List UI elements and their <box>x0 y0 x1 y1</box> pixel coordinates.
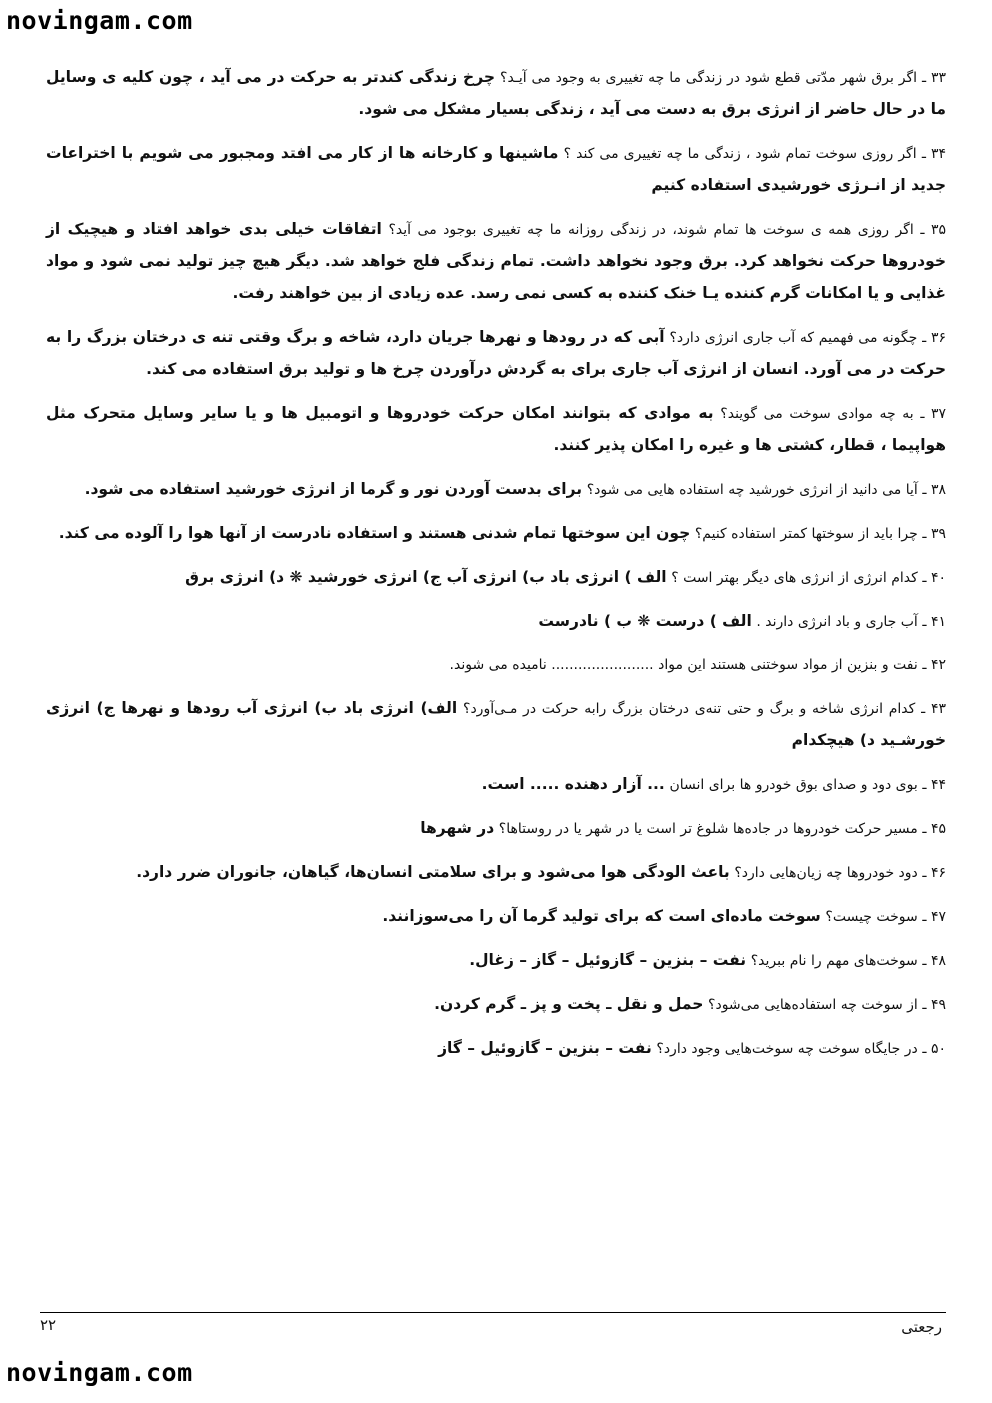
answer-text: سوخت ماده‌ای است که برای تولید گرما آن را می‌سوزانند. <box>382 907 821 925</box>
question-number: ۴۵ ـ <box>922 821 946 837</box>
question-number: ۴۲ ـ <box>922 657 946 673</box>
question-text: اگر برق شهر مدّتی قطع شود در زندگی ما چه تغییری به وجود می آیـد؟ <box>500 70 917 86</box>
answer-text: نفت – بنزین – گازوئیل – گاز – زغال. <box>469 951 747 969</box>
question-number: ۴۳ ـ <box>921 701 946 717</box>
question-text: مسیر حرکت خودروها در جاده‌ها شلوغ تر است یا در شهر یا در روستاها؟ <box>498 821 918 837</box>
question-number: ۴۸ ـ <box>922 953 946 969</box>
question-number: ۳۸ ـ <box>922 482 946 498</box>
question-text: کدام انرژی شاخه و برگ و حتی تنه‌ی درختان بزرگ رابه حرکت در مـی‌آورد؟ <box>463 701 916 717</box>
footer-divider <box>40 1312 946 1313</box>
answer-text: اتفاقات خیلی بدی خواهد افتاد و هیچیک از خودروها حرکت نخواهد کرد. برق وجود نخواهد داشت. تمام زندگی فلج خواهد شد. دیگر هیچ چیز تولید نمی شود و مواد غذایی و یا امکانات گرم کننده یـا خنک کننده به کسی نمی رسد. عده زیادی از بین خواهند رفت. <box>46 220 946 302</box>
question-number: ۳۳ ـ <box>922 70 947 86</box>
question-item <box>46 650 946 681</box>
question-number: ۳۴ ـ <box>921 146 947 162</box>
question-list <box>46 62 946 1077</box>
question-number: ۴۱ ـ <box>922 614 946 630</box>
question-number: ۳۷ ـ <box>920 406 947 422</box>
page-number: ۲۲ <box>40 1316 57 1334</box>
question-number: ۴۶ ـ <box>922 865 946 881</box>
answer-text: ماشینها و کارخانه ها از کار می افتد ومجبور می شویم با اختراعات جدید از انـرژی خورشیدی استفاده کنیم <box>46 144 946 194</box>
question-item <box>46 562 946 594</box>
answer-text: ... آزار دهنده ..... است. <box>481 775 665 793</box>
question-text: در جایگاه سوخت چه سوخت‌هایی وجود دارد؟ <box>656 1041 918 1057</box>
watermark-top: novingam.com <box>6 6 193 35</box>
answer-text: به موادی که بتوانند امکان حرکت خودروها و اتومبیل ها و یا سایر وسایل متحرک مثل هواپیما ، قطار، کشتی ها و غیره را امکان پذیر کنند. <box>46 404 946 454</box>
question-number: ۳۹ ـ <box>922 526 946 542</box>
question-item <box>46 398 946 462</box>
question-text: سوخت‌های مهم را نام ببرید؟ <box>750 953 918 969</box>
question-item <box>46 322 946 386</box>
question-text: دود خودروها چه زیان‌هایی دارد؟ <box>734 865 918 881</box>
answer-text: در شهرها <box>420 819 495 837</box>
question-item <box>46 989 946 1021</box>
question-number: ۴۴ ـ <box>922 777 946 793</box>
question-number: ۴۰ ـ <box>922 570 946 586</box>
question-item <box>46 693 946 757</box>
answer-text: الف) انرژی باد ب) انرژی آب رودها و نهرها ج) انرژی خورشـید د) هیچکدام <box>46 699 946 749</box>
question-text: چرا باید از سوختها کمتر استفاده کنیم؟ <box>694 526 918 542</box>
question-item <box>46 1033 946 1065</box>
answer-text: باعث الودگی هوا می‌شود و برای سلامتی انسان‌ها، گیاهان، جانوران ضرر دارد. <box>136 863 730 881</box>
question-item <box>46 138 946 202</box>
question-number: ۴۷ ـ <box>922 909 946 925</box>
question-item <box>46 62 946 126</box>
answer-text: برای بدست آوردن نور و گرما از انرژی خورشید استفاده می شود. <box>84 480 583 498</box>
question-item <box>46 945 946 977</box>
question-item <box>46 474 946 506</box>
watermark-bottom: novingam.com <box>6 1358 193 1387</box>
question-item <box>46 901 946 933</box>
answer-text: حمل و نقل ـ پخت و پز ـ گرم کردن. <box>434 995 704 1013</box>
question-text: سوخت چیست؟ <box>825 909 918 925</box>
question-item <box>46 606 946 638</box>
question-number: ۳۵ ـ <box>920 222 947 238</box>
question-number: ۳۶ ـ <box>922 330 947 346</box>
question-text: اگر روزی همه ی سوخت ها تمام شوند، در زندگی روزانه ما چه تغییری بوجود می آید؟ <box>388 222 914 238</box>
question-text: آب جاری و باد انرژی دارند . <box>756 614 918 630</box>
answer-text: الف ) درست ❋ ب ) نادرست <box>538 612 752 630</box>
question-text: از سوخت چه استفاده‌هایی می‌شود؟ <box>708 997 918 1013</box>
question-text: آیا می دانید از انرژی خورشید چه استفاده هایی می شود؟ <box>586 482 918 498</box>
footer-author: رجعتی <box>901 1318 942 1336</box>
answer-text: نفت – بنزین – گازوئیل – گاز <box>438 1039 652 1057</box>
question-item <box>46 518 946 550</box>
answer-text: چون این سوختها تمام شدنی هستند و استفاده نادرست از آنها هوا را آلوده می کند. <box>58 524 691 542</box>
question-text: نفت و بنزین از مواد سوختنی هستند این مواد ....................... نامیده می شوند. <box>449 657 918 673</box>
question-number: ۴۹ ـ <box>922 997 946 1013</box>
question-item <box>46 214 946 310</box>
question-number: ۵۰ ـ <box>922 1041 946 1057</box>
answer-text: الف ) انرژی باد ب) انرژی آب ج) انرژی خورشید ❋ د) انرژی برق <box>185 568 667 586</box>
question-text: کدام انرژی از انرژی های دیگر بهتر است ؟ <box>671 570 918 586</box>
answer-text: آبی که در رودها و نهرها جریان دارد، شاخه و برگ وقتی تنه ی درختان بزرگ را به حرکت در می آورد. انسان از انرژی آب جاری برای به گردش درآوردن چرخ ها و تولید برق استفاده می کند. <box>46 328 946 378</box>
question-item <box>46 857 946 889</box>
question-text: به چه موادی سوخت می گویند؟ <box>720 406 914 422</box>
question-item <box>46 813 946 845</box>
answer-text: چرخ زندگی کندتر به حرکت در می آید ، چون کلیه ی وسایل ما در حال حاضر از انرژی برق به دست می آید ، زندگی بسیار مشکل می شود. <box>46 68 946 118</box>
question-text: بوی دود و صدای بوق خودرو ها برای انسان <box>669 777 918 793</box>
question-text: چگونه می فهمیم که آب جاری انرژی دارد؟ <box>669 330 918 346</box>
question-item <box>46 769 946 801</box>
question-text: اگر روزی سوخت تمام شود ، زندگی ما چه تغییری می کند ؟ <box>563 146 917 162</box>
